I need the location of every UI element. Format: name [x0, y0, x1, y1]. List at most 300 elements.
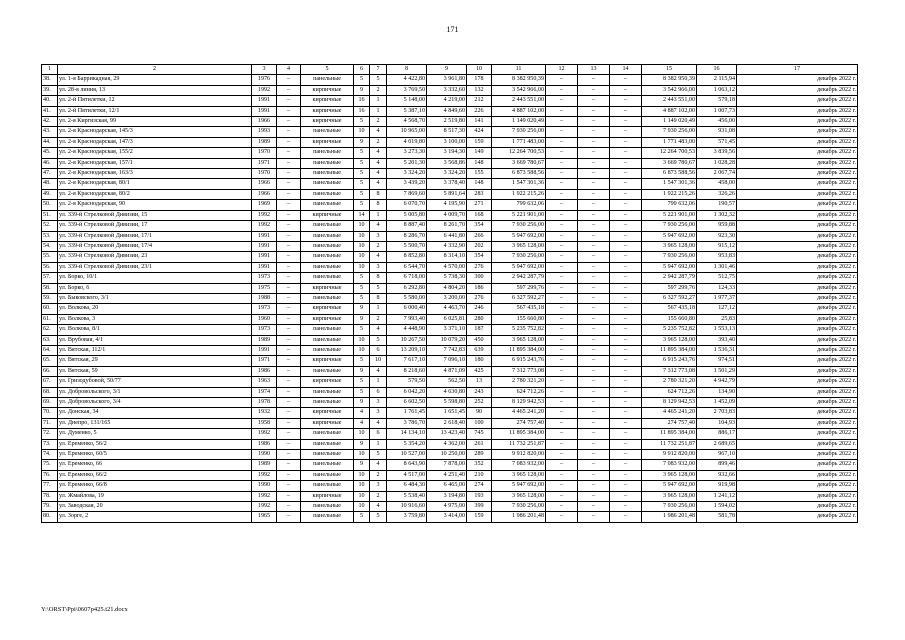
table-cell: 7 930 256,00 — [492, 221, 546, 231]
table-cell: 450 — [467, 335, 492, 345]
table-row — [42, 450, 858, 460]
table-cell: 597 299,76 — [642, 283, 697, 293]
table-cell: 1 — [370, 96, 387, 106]
table-cell: 6 — [370, 387, 387, 397]
table-cell: 155 660,80 — [642, 314, 697, 324]
table-cell: декабрь 2022 г. — [737, 241, 858, 251]
table-cell: 1932 — [252, 408, 277, 418]
table-cell: кирпичные — [301, 408, 354, 418]
table-cell: 5 — [354, 356, 370, 366]
table-cell: 2 — [370, 241, 387, 251]
table-cell: 5 891,64 — [427, 189, 467, 199]
table-cell: панельные — [301, 127, 354, 137]
table-cell: 48. — [42, 179, 58, 189]
table-cell: 3 769,50 — [387, 85, 427, 95]
table-cell: 4 887 102,00 — [492, 106, 546, 116]
table-cell: – — [610, 398, 642, 408]
table-cell: 159 — [467, 137, 492, 147]
table-cell: 13 209,10 — [387, 345, 427, 355]
table-cell: 40. — [42, 96, 58, 106]
table-cell: 1 986 201,48 — [642, 512, 697, 522]
table-cell: – — [277, 450, 301, 460]
table-cell: – — [610, 460, 642, 470]
table-cell: – — [277, 179, 301, 189]
table-row — [42, 377, 858, 387]
table-cell: 10 — [354, 127, 370, 137]
table-cell: 226 — [467, 106, 492, 116]
table-cell: кирпичные — [301, 283, 354, 293]
table-cell: 10 267,50 — [387, 335, 427, 345]
table-cell: 932,66 — [697, 470, 737, 480]
table-cell: 10 916,60 — [387, 502, 427, 512]
table-cell: – — [546, 221, 578, 231]
table-row — [42, 283, 858, 293]
table-cell: 7 617,10 — [387, 356, 427, 366]
table-cell: панельные — [301, 158, 354, 168]
table-cell: панельные — [301, 252, 354, 262]
table-cell: 1975 — [252, 283, 277, 293]
table-cell: – — [578, 481, 610, 491]
table-cell: 4 — [370, 158, 387, 168]
file-path-footer: Y:\ORST\Ppi\0607p425.t21.docx — [41, 606, 128, 613]
table-cell: 46. — [42, 158, 58, 168]
table-cell: кирпичные — [301, 418, 354, 428]
table-cell: – — [546, 304, 578, 314]
table-cell: – — [546, 75, 578, 85]
table-cell: – — [610, 148, 642, 158]
column-number-row — [42, 65, 858, 75]
table-row — [42, 106, 858, 116]
table-cell: 3 273,30 — [387, 148, 427, 158]
table-cell: 1 — [370, 377, 387, 387]
table-cell: ул. Вятская, 112/1 — [58, 345, 252, 355]
table-cell: – — [578, 189, 610, 199]
table-cell: 6 915 243,76 — [492, 356, 546, 366]
table-cell: 59. — [42, 293, 58, 303]
housing-register-table — [41, 64, 858, 523]
table-row — [42, 158, 858, 168]
table-cell: – — [277, 252, 301, 262]
table-cell: ул. 339-й Стрелковой Дивизии, 17/1 — [58, 231, 252, 241]
table-cell: 1 922 215,26 — [642, 189, 697, 199]
table-cell: 581,78 — [697, 512, 737, 522]
table-cell: 458,00 — [697, 179, 737, 189]
table-cell: 1 149 020,49 — [642, 117, 697, 127]
column-header: 17 — [737, 65, 858, 75]
table-row — [42, 325, 858, 335]
table-cell: 1989 — [252, 335, 277, 345]
table-cell: – — [578, 304, 610, 314]
table-cell: 1974 — [252, 387, 277, 397]
table-cell: 1 547 301,36 — [642, 179, 697, 189]
table-cell: – — [610, 200, 642, 210]
table-cell: 326,26 — [697, 189, 737, 199]
table-row — [42, 127, 858, 137]
table-cell: панельные — [301, 460, 354, 470]
table-cell: 4 — [370, 221, 387, 231]
table-cell: 3 759,80 — [387, 512, 427, 522]
table-cell: 1993 — [252, 127, 277, 137]
table-cell: 1 651,45 — [427, 408, 467, 418]
table-cell: – — [610, 158, 642, 168]
table-cell: – — [610, 429, 642, 439]
table-cell: 393,40 — [697, 335, 737, 345]
table-cell: ул. 339-й Стрелковой Дивизии, 23/1 — [58, 262, 252, 272]
table-cell: декабрь 2022 г. — [737, 398, 858, 408]
table-cell: 799 632,06 — [492, 200, 546, 210]
table-cell: ул. Волкова, 8/1 — [58, 325, 252, 335]
table-cell: 4 019,80 — [387, 137, 427, 147]
table-cell: 2 — [370, 117, 387, 127]
table-cell: 6 465,00 — [427, 481, 467, 491]
table-cell: – — [610, 304, 642, 314]
table-cell: – — [546, 158, 578, 168]
table-cell: – — [546, 460, 578, 470]
table-row — [42, 314, 858, 324]
table-cell: – — [578, 429, 610, 439]
table-cell: – — [546, 502, 578, 512]
table-cell: 141 — [467, 117, 492, 127]
table-cell: 75. — [42, 460, 58, 470]
table-cell: декабрь 2022 г. — [737, 137, 858, 147]
table-cell: ул. Заводская, 20 — [58, 502, 252, 512]
table-cell: – — [578, 200, 610, 210]
table-cell: 1 028,28 — [697, 158, 737, 168]
table-cell: ул. 339-й Стрелковой Дивизии, 17 — [58, 221, 252, 231]
table-cell: декабрь 2022 г. — [737, 345, 858, 355]
table-row — [42, 252, 858, 262]
table-cell: 3 542 966,00 — [492, 85, 546, 95]
table-cell: 54. — [42, 241, 58, 251]
table-cell: 300 — [467, 273, 492, 283]
table-cell: 3 — [370, 231, 387, 241]
table-cell: 1 922 215,26 — [492, 189, 546, 199]
table-cell: – — [610, 179, 642, 189]
table-cell: – — [546, 210, 578, 220]
table-cell: 571,45 — [697, 137, 737, 147]
table-cell: 1992 — [252, 491, 277, 501]
table-cell: 13 — [467, 377, 492, 387]
table-cell: 5 — [370, 75, 387, 85]
table-cell: панельные — [301, 429, 354, 439]
table-cell: ул. 2-я Краснодарская, 147/3 — [58, 137, 252, 147]
table-row — [42, 345, 858, 355]
table-cell: 2 689,65 — [697, 439, 737, 449]
table-cell: 274 757,40 — [492, 418, 546, 428]
table-cell: – — [277, 314, 301, 324]
table-cell: – — [546, 491, 578, 501]
table-cell: 1971 — [252, 158, 277, 168]
table-cell: декабрь 2022 г. — [737, 252, 858, 262]
table-cell: 5 — [370, 450, 387, 460]
table-cell: – — [578, 439, 610, 449]
table-cell: 624 712,26 — [492, 387, 546, 397]
table-cell: – — [578, 335, 610, 345]
table-cell: 7 742,83 — [427, 345, 467, 355]
table-cell: 6 544,70 — [387, 262, 427, 272]
table-cell: – — [610, 75, 642, 85]
table-cell: ул. Добровольского, 3/1 — [58, 387, 252, 397]
table-cell: – — [546, 200, 578, 210]
table-cell: ул. 2-я Краснодарская, 155/2 — [58, 148, 252, 158]
table-cell: 7 083 932,00 — [642, 460, 697, 470]
table-cell: 16 — [354, 106, 370, 116]
table-cell: 3 — [370, 262, 387, 272]
table-cell: 1966 — [252, 179, 277, 189]
table-cell: ул. Днепро, 131/165 — [58, 418, 252, 428]
table-cell: – — [578, 418, 610, 428]
table-cell: 10 — [354, 502, 370, 512]
table-cell: – — [578, 148, 610, 158]
table-cell: панельные — [301, 366, 354, 376]
table-row — [42, 210, 858, 220]
table-cell: 1991 — [252, 96, 277, 106]
table-cell: 3 669 780,67 — [492, 158, 546, 168]
table-cell: 4 568,70 — [387, 117, 427, 127]
column-header: 16 — [697, 65, 737, 75]
table-cell: – — [277, 470, 301, 480]
table-cell: 2 443 551,00 — [642, 96, 697, 106]
table-row — [42, 408, 858, 418]
table-cell: 10 — [354, 470, 370, 480]
table-cell: 1965 — [252, 512, 277, 522]
table-cell: панельные — [301, 293, 354, 303]
table-cell: 10 — [354, 221, 370, 231]
table-cell: 1970 — [252, 148, 277, 158]
table-cell: 8 286,70 — [387, 231, 427, 241]
table-cell: 283 — [467, 189, 492, 199]
table-cell: 104,93 — [697, 418, 737, 428]
table-cell: – — [578, 273, 610, 283]
table-cell: 271 — [467, 200, 492, 210]
table-cell: 354 — [467, 221, 492, 231]
table-cell: 1991 — [252, 262, 277, 272]
table-cell: 2 — [370, 314, 387, 324]
table-cell: ул. Быковского, 3/1 — [58, 293, 252, 303]
table-cell: 11 732 251,87 — [492, 439, 546, 449]
table-cell: 3 965 128,00 — [642, 470, 697, 480]
table-cell: 3 965 128,00 — [492, 470, 546, 480]
table-cell: 1 — [370, 210, 387, 220]
table-cell: 4 570,00 — [427, 262, 467, 272]
table-row — [42, 273, 858, 283]
table-cell: – — [578, 231, 610, 241]
table-cell: 261 — [467, 439, 492, 449]
table-cell: 5 — [354, 293, 370, 303]
table-cell: 72. — [42, 429, 58, 439]
table-cell: 3 194,80 — [427, 491, 467, 501]
table-cell: 9 — [354, 137, 370, 147]
table-cell: 354 — [467, 252, 492, 262]
table-cell: – — [277, 117, 301, 127]
table-cell: 953,83 — [697, 252, 737, 262]
table-cell: 959,88 — [697, 221, 737, 231]
table-cell: декабрь 2022 г. — [737, 470, 858, 480]
table-cell: 280 — [467, 314, 492, 324]
table-cell: 41. — [42, 106, 58, 116]
table-cell: 1960 — [252, 314, 277, 324]
table-cell: панельные — [301, 439, 354, 449]
table-cell: 8 218,60 — [387, 366, 427, 376]
table-cell: 8 382 950,39 — [492, 75, 546, 85]
table-cell: 2 443 551,00 — [492, 96, 546, 106]
table-cell: – — [610, 221, 642, 231]
table-cell: – — [578, 127, 610, 137]
table-cell: 5 — [354, 189, 370, 199]
table-cell: декабрь 2022 г. — [737, 314, 858, 324]
table-row — [42, 148, 858, 158]
table-cell: 4 — [370, 179, 387, 189]
table-cell: ул. 2-я Краснодарская, 80/1 — [58, 179, 252, 189]
table-cell: 4 332,90 — [427, 241, 467, 251]
table-cell: 4 871,09 — [427, 366, 467, 376]
table-cell: – — [610, 106, 642, 116]
table-cell: – — [277, 96, 301, 106]
table-cell: 6 000,40 — [387, 304, 427, 314]
table-cell: 180 — [467, 356, 492, 366]
table-cell: 1 — [370, 106, 387, 116]
table-cell: 8 382 950,39 — [642, 75, 697, 85]
table-cell: панельные — [301, 231, 354, 241]
table-row — [42, 221, 858, 231]
table-cell: 2 780 321,20 — [642, 377, 697, 387]
table-cell: – — [578, 210, 610, 220]
table-cell: панельные — [301, 148, 354, 158]
table-cell: 9 — [354, 460, 370, 470]
table-cell: 243 — [467, 387, 492, 397]
table-cell: 276 — [467, 262, 492, 272]
table-cell: 5 947 692,00 — [492, 262, 546, 272]
table-cell: – — [546, 377, 578, 387]
table-cell: 5 148,00 — [387, 96, 427, 106]
table-cell: 7 930 256,00 — [492, 252, 546, 262]
table-cell: – — [277, 189, 301, 199]
table-cell: – — [546, 512, 578, 522]
table-cell: 1 594,02 — [697, 502, 737, 512]
table-cell: 6 602,50 — [387, 398, 427, 408]
table-cell: 274 757,40 — [642, 418, 697, 428]
table-cell: 4 — [370, 252, 387, 262]
table-cell: 1991 — [252, 252, 277, 262]
table-row — [42, 304, 858, 314]
table-cell: 186 — [467, 283, 492, 293]
table-cell: 399 — [467, 502, 492, 512]
table-cell: 1986 — [252, 439, 277, 449]
table-cell: 5 — [354, 273, 370, 283]
table-cell: панельные — [301, 189, 354, 199]
table-cell: 5 — [354, 325, 370, 335]
table-cell: – — [610, 96, 642, 106]
table-cell: кирпичные — [301, 491, 354, 501]
table-cell: – — [610, 283, 642, 293]
table-cell: 7 083 932,00 — [492, 460, 546, 470]
table-cell: кирпичные — [301, 85, 354, 95]
table-row — [42, 502, 858, 512]
table-cell: 1978 — [252, 398, 277, 408]
table-cell: 11 895 384,00 — [492, 345, 546, 355]
table-cell: – — [610, 169, 642, 179]
table-cell: – — [277, 293, 301, 303]
table-cell: 579,50 — [387, 377, 427, 387]
table-cell: 5 598,80 — [427, 398, 467, 408]
table-cell: – — [578, 117, 610, 127]
table-cell: – — [277, 481, 301, 491]
table-cell: – — [277, 200, 301, 210]
table-cell: панельные — [301, 262, 354, 272]
table-cell: 4 — [370, 127, 387, 137]
table-cell: 3 324,20 — [387, 169, 427, 179]
table-cell: 3 965 128,00 — [642, 335, 697, 345]
table-cell: ул. 2-я Краснодарская, 80/2 — [58, 189, 252, 199]
table-cell: 4 422,80 — [387, 75, 427, 85]
table-cell: ул. Вятская, 29 — [58, 356, 252, 366]
table-row — [42, 356, 858, 366]
table-cell: 6 292,80 — [387, 283, 427, 293]
table-cell: 155 — [467, 169, 492, 179]
table-cell: 424 — [467, 127, 492, 137]
table-cell: – — [546, 148, 578, 158]
table-cell: 6 718,00 — [387, 273, 427, 283]
table-cell: 276 — [467, 293, 492, 303]
table-cell: 10 — [354, 450, 370, 460]
table-cell: – — [546, 283, 578, 293]
table-cell: 39. — [42, 85, 58, 95]
table-cell: ул. Добровольского, 3/4 — [58, 398, 252, 408]
table-cell: 5 201,30 — [387, 158, 427, 168]
table-cell: 3 324,20 — [427, 169, 467, 179]
table-cell: 3 669 780,67 — [642, 158, 697, 168]
table-cell: панельные — [301, 335, 354, 345]
table-cell: 456,00 — [697, 117, 737, 127]
table-cell: 5 — [354, 283, 370, 293]
table-cell: 3 786,70 — [387, 418, 427, 428]
table-cell: – — [546, 179, 578, 189]
table-cell: – — [277, 398, 301, 408]
table-cell: – — [610, 512, 642, 522]
table-cell: панельные — [301, 387, 354, 397]
table-cell: 148 — [467, 179, 492, 189]
table-cell: 8 887,40 — [387, 221, 427, 231]
table-cell: ул. 339-й Стрелковой Дивизии, 15 — [58, 210, 252, 220]
table-cell: панельные — [301, 512, 354, 522]
table-cell: 5 — [354, 158, 370, 168]
table-cell: – — [277, 512, 301, 522]
table-cell: – — [578, 158, 610, 168]
table-cell: панельные — [301, 273, 354, 283]
table-cell: декабрь 2022 г. — [737, 387, 858, 397]
table-cell: 193 — [467, 491, 492, 501]
table-cell: 974,51 — [697, 356, 737, 366]
table-cell: – — [610, 345, 642, 355]
table-cell: кирпичные — [301, 117, 354, 127]
table-cell: 42. — [42, 117, 58, 127]
table-cell: ул. Волкова, 3 — [58, 314, 252, 324]
table-cell: 3 965 128,00 — [492, 241, 546, 251]
table-cell: 7 930 256,00 — [642, 252, 697, 262]
table-cell: 3 568,86 — [427, 158, 467, 168]
table-cell: – — [578, 491, 610, 501]
table-cell: – — [610, 262, 642, 272]
table-cell: – — [578, 241, 610, 251]
table-cell: 1 302,32 — [697, 210, 737, 220]
table-cell: – — [610, 366, 642, 376]
table-cell: 78. — [42, 491, 58, 501]
table-cell: 7 930 256,00 — [642, 502, 697, 512]
table-cell: – — [610, 335, 642, 345]
table-row — [42, 460, 858, 470]
table-cell: 7 312 773,08 — [642, 366, 697, 376]
table-cell: 11 895 384,00 — [642, 345, 697, 355]
